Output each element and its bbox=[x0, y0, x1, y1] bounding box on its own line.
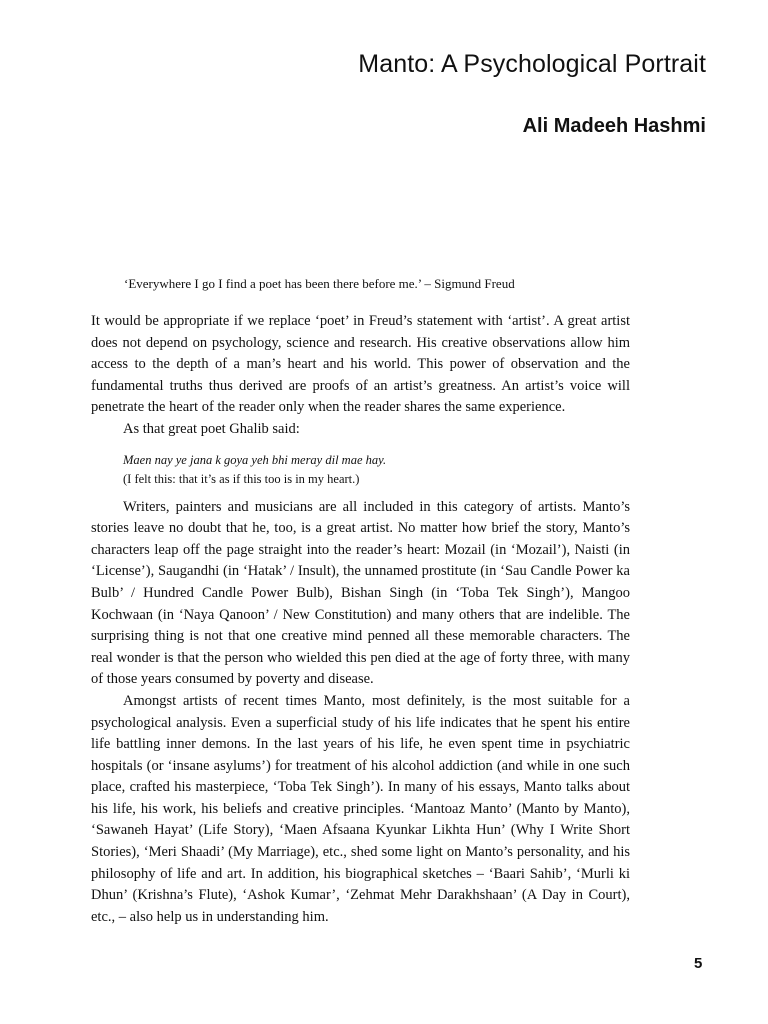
verse-translation: (I felt this: that it’s as if this too is in my heart.) bbox=[123, 471, 360, 486]
epigraph-quote: ‘Everywhere I go I find a poet has been there before me.’ – Sigmund Freud bbox=[124, 276, 515, 291]
paragraph-1: It would be appropriate if we replace ‘poet’ in Freud’s statement with ‘artist’. A great artist does not depend on psychology, science and research. His creative observations allow him access to the depth of a man’s heart and his world. This power of observation and the fundamental truths thus derived are proofs of an artist’s greatness. An artist’s voice will penetrate the heart of the reader only when the reader shares the same experience. bbox=[91, 313, 630, 416]
author-name: Ali Madeeh Hashmi bbox=[522, 115, 706, 137]
page-number: 5 bbox=[694, 955, 703, 972]
paragraph-4: Amongst artists of recent times Manto, most definitely, is the most suitable for a psychological analysis. Even a superficial study of his life indicates that he spent his entire life battling inner demons. In the last years of his life, he even spent time in psychiatric hospitals (or ‘insane asylums’) for treatment of his alcohol addiction (and while in one such place, crafted his masterpiece, ‘Toba Tek Singh’). In many of his essays, Manto talks about his life, his work, his beliefs and creative principles. ‘Mantoaz Manto’ (Manto by Manto), ‘Sawaneh Hayat’ (Life Story), ‘Maen Afsaana Kyunkar Likhta Hun’ (Why I Write Short Stories), ‘Meri Shaadi’ (My Marriage), etc., shed some light on Manto’s personality, and his philosophy of life and art. In addition, his biographical sketches – ‘Baari Sahib’, ‘Murli ki Dhun’ (Krishna’s Flute), ‘Ashok Kumar’, ‘Zehmat Mehr Darakhshaan’ (A Day in Court), etc., – also help us in understanding him. bbox=[91, 692, 630, 925]
ghalib-verse bbox=[123, 451, 630, 489]
article-title: Manto: A Psychological Portrait bbox=[358, 50, 706, 78]
verse-urdu: Maen nay ye jana k goya yeh bhi meray dil mae hay. bbox=[123, 452, 387, 467]
paragraph-3: Writers, painters and musicians are all included in this category of artists. Manto’s stories leave no doubt that he, too, is a great artist. No matter how brief the story, Manto’s characters leap off the page straight into the reader’s heart: Mozail (in ‘Mozail’), Naisti (in ‘License’), Saugandhi (in ‘Hatak’ / Insult), the unnamed prostitute (in ‘Sau Candle Power ka Bulb’ / Hundred Candle Power Bulb), Bishan Singh (in ‘Toba Tek Singh’), Mangoo Kochwaan (in ‘Naya Qanoon’ / New Constitution) and many others that are indelible. The surprising thing is not that one creative mind penned all these memorable characters. The real wonder is that the person who wielded this pen died at the age of forty three, with many of those years consumed by poverty and disease. bbox=[91, 498, 630, 688]
article-body bbox=[91, 311, 630, 928]
paragraph-2: As that great poet Ghalib said: bbox=[123, 420, 300, 437]
